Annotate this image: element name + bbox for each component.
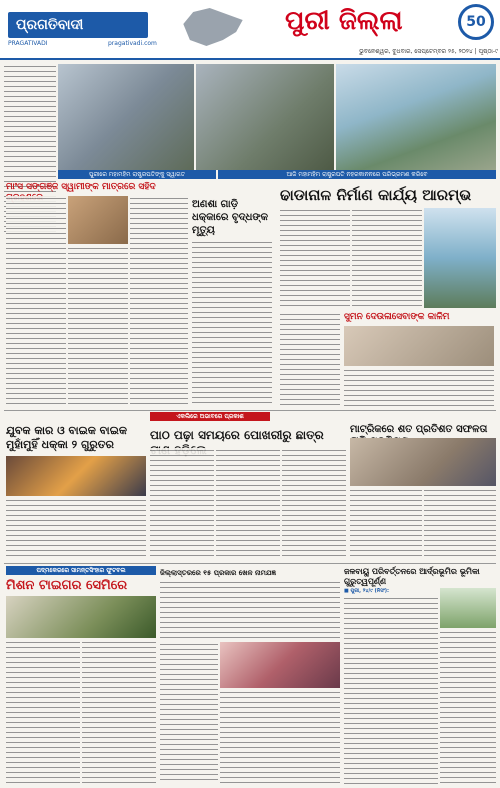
story-body [6, 498, 146, 560]
story-headline: ମାଂସ ସଙ୍ଗଞ୍ଜ ସ୍ୱାମୀଙ୍କ ମାତ୍ରରେ ସହିଦ [6, 182, 156, 192]
story-dateline: ■ ପୁରୀ, ୨୪/୯ (ନିସଂ): [344, 588, 390, 594]
story-headline: ପାଠ ପଢ଼ା ସମୟରେ ପୋଖରୀରୁ ଛାତ୍ର [150, 428, 324, 442]
meeting-photo [344, 326, 494, 366]
story-headline: ମିଶନ ଟାଇଗର ସେମିରେ [6, 578, 128, 593]
dateline: ଭୁବନେଶ୍ୱର, ବୁଧବାର, ସେପ୍ଟେମ୍ବର ୨୫, ୨୦୨୪ | ପୃଷ୍ଠା-୯ [359, 48, 498, 55]
story-body [280, 312, 340, 406]
story-body [82, 640, 156, 784]
anniversary-badge: 50 [458, 4, 494, 40]
story-body [68, 246, 128, 406]
story-headline: ସୁମନ ଦେଉଳାସେବାଙ୍କ କାଳିମ [344, 312, 450, 322]
story-body [6, 640, 80, 784]
story-body [352, 208, 422, 308]
masthead [0, 0, 500, 60]
story-headline: ଯୁବକ କାର ଓ ବାଇକ ବାଇକ ମୁହାଁମୁହିଁ ଧକ୍କା ୨ ଗୁରୁତର [6, 424, 127, 451]
story-headline: ଅଣଶା ଗାଡ଼ି ଧକ୍କାରେ ବୃଦ୍ଧଙ୍କ ମୃତ୍ୟୁ [192, 199, 269, 236]
story-photo [68, 196, 128, 244]
story-headline: ମାଟ୍ରିକରେ ଶତ ପ୍ରତିଶତ ସଫଳତା [350, 424, 488, 435]
edition-title: ପୁରୀ ଜିଲ୍ଲା [285, 6, 403, 36]
sports-photo [220, 642, 340, 688]
story-body [440, 630, 496, 784]
story-body [192, 240, 272, 406]
story-kicker: ଏକଲିରେ ଅଭାବରେ ପ୍ରକାଶ [150, 412, 270, 421]
odisha-map-icon [180, 8, 246, 48]
story-kicker: ପଦ୍ମକେରରେ ସାମନ୍ତସିଂହାର ଫୁଟବଲ [6, 566, 156, 575]
story-body [282, 448, 346, 560]
football-photo [6, 596, 156, 638]
story-headline: ଜିଲ୍ଲାସ୍ତରରେ ୧୫ ପ୍ରକାର ଖେଳ ନାମଯଜ୍ଞ [160, 568, 277, 577]
photo-caption-left: ପୁରୀରେ ମହାମହିମ ରାଷ୍ଟ୍ରପତିଙ୍କୁ ସ୍ୱାଗତ [58, 170, 216, 179]
story-headline: ଢାଡାନାଳ ନିର୍ମାଣ କାର୍ଯ୍ୟ ଆରମ୍ଭ [280, 186, 472, 204]
accident-photo [6, 456, 146, 496]
story-body [130, 196, 188, 406]
story-body [344, 368, 494, 406]
story-body [6, 196, 66, 406]
story-headline: ଜଳବାୟୁ ପରିବର୍ତ୍ତନରେ ଆର୍ଦ୍ରଭୂମିର ଭୂମିକା ଗୁରୁତ୍ୱପୂର୍ଣ୍ଣ [344, 566, 480, 586]
story-body [220, 690, 340, 784]
story-body [424, 488, 496, 560]
story-body [160, 642, 218, 784]
story-body [350, 488, 422, 560]
nahar-kanan-photo [336, 64, 496, 170]
website: pragativadi.com [108, 40, 157, 47]
story-body [344, 596, 438, 784]
story-body [160, 580, 340, 640]
story-body [280, 208, 350, 308]
canal-photo [424, 208, 496, 308]
photo-caption-right: ଆଜି ମହାମହିମ ରାଷ୍ଟ୍ରପତି ନହରକାନନରେ ପରିଭ୍ରମଣ କରିବେ [218, 170, 496, 179]
president-visit-photo [196, 64, 334, 170]
story-body [216, 448, 280, 560]
wetland-photo [440, 588, 496, 628]
newspaper-logo: ପ୍ରଗତିବାଦୀ [8, 12, 148, 38]
president-welcome-photo [58, 64, 194, 170]
story-body [150, 448, 214, 560]
logo-subtitle: PRAGATIVADI [8, 40, 48, 47]
training-photo [350, 438, 496, 486]
